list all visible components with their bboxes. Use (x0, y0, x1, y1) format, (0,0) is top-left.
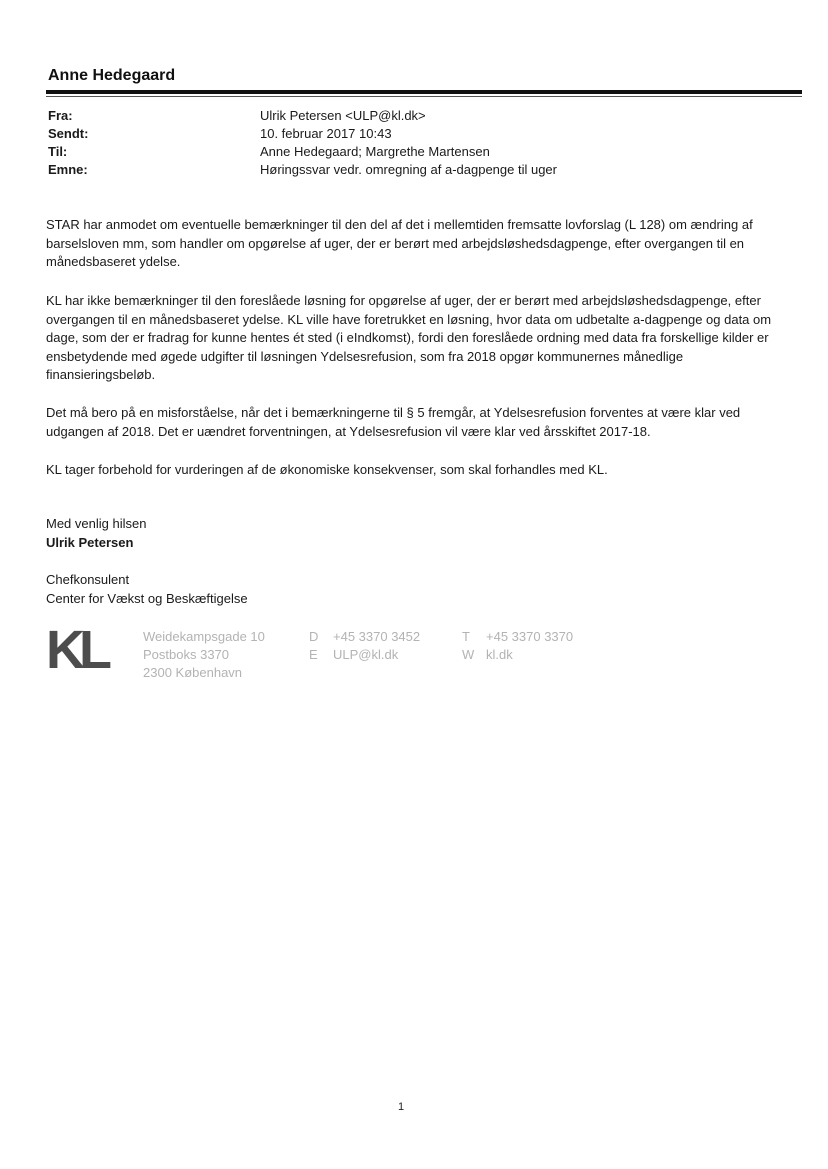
paragraph-text: STAR har anmodet om eventuelle bemærkninger til den del af det i mellemtiden fremsatte lovforslag (L 128) om ændring af barselsloven mm, som handler om opgørelse af uger, der er berørt med arbejdsløshedsdagpenge, efter overgangen til en månedsbaseret ydelse. (46, 217, 753, 269)
recipient-name: Anne Hedegaard (48, 67, 176, 84)
direct-phone-label: D (309, 629, 319, 644)
website-link[interactable]: kl.dk (486, 647, 513, 662)
meta-label: Fra: (48, 108, 73, 123)
meta-row-subject (48, 162, 748, 180)
body-paragraph-3 (46, 404, 788, 441)
body-paragraph-2 (46, 292, 788, 385)
signer-role-block (46, 570, 248, 608)
closing-block (46, 514, 146, 552)
contact-labels-right (462, 628, 474, 664)
kl-logo: KL (46, 620, 106, 680)
meta-row-sent (48, 126, 748, 144)
sent-date-value: 10. februar 2017 10:43 (260, 126, 392, 141)
address-line: Weidekampsgade 10 (143, 629, 265, 644)
meta-row-to (48, 144, 748, 162)
email-link[interactable]: ULP@kl.dk (333, 647, 399, 662)
email-label: E (309, 647, 318, 662)
body-paragraph-1 (46, 216, 788, 272)
recipients-value: Anne Hedegaard; Margrethe Martensen (260, 144, 490, 159)
contact-values-right (486, 628, 573, 664)
header-divider (46, 90, 802, 94)
closing-greeting: Med venlig hilsen (46, 516, 147, 531)
main-phone-label: T (462, 629, 470, 644)
paragraph-text: Det må bero på en misforståelse, når det i bemærkningerne til § 5 fremgår, at Ydelsesrefusion forventes at være klar ved udgangen af 2018. Det er uændret forventningen, at Ydelsesrefusion vil være klar ved årsskiftet 2017-18. (46, 405, 741, 439)
paragraph-text: KL har ikke bemærkninger til den foreslåede løsning for opgørelse af uger, der er berørt med arbejdsløshedsdagpenge, efter overgangen til en månedsbaseret ydelse. KL ville have foretrukket en løsning, hvor data om udbetalte a-dagpenge og data om dage, som der er fradrag for kunne hentes ét sted (i eIndkomst), fordi den foreslåede ordning med data fra forskellige kilder er ensbetydende med øgede udgifter til løsningen Ydelsesrefusion, som fra 2018 opgør kommunernes månedlige finansieringsbeløb. (46, 293, 772, 382)
header-divider-thin (46, 96, 802, 97)
meta-label: Emne: (48, 162, 88, 177)
meta-label: Til: (48, 144, 68, 159)
page-number: 1 (398, 1101, 405, 1113)
address-line: 2300 København (143, 665, 243, 680)
direct-phone: +45 3370 3452 (333, 629, 421, 644)
body-paragraph-4 (46, 461, 788, 480)
subject-value: Høringssvar vedr. omregning af a-dagpenge til uger (260, 162, 557, 177)
address-line: Postboks 3370 (143, 647, 230, 662)
signer-name: Ulrik Petersen (46, 535, 134, 550)
meta-label: Sendt: (48, 126, 89, 141)
website-label: W (462, 647, 475, 662)
meta-row-from (48, 108, 748, 126)
main-phone: +45 3370 3370 (486, 629, 574, 644)
signer-title: Chefkonsulent (46, 572, 130, 587)
sender-value: Ulrik Petersen <ULP@kl.dk> (260, 108, 426, 123)
signature-address (143, 628, 265, 682)
contact-values-left (333, 628, 420, 664)
contact-labels-left (309, 628, 318, 664)
signer-department: Center for Vækst og Beskæftigelse (46, 591, 248, 606)
paragraph-text: KL tager forbehold for vurderingen af de økonomiske konsekvenser, som skal forhandles med KL. (46, 462, 608, 477)
email-metadata (48, 108, 748, 180)
